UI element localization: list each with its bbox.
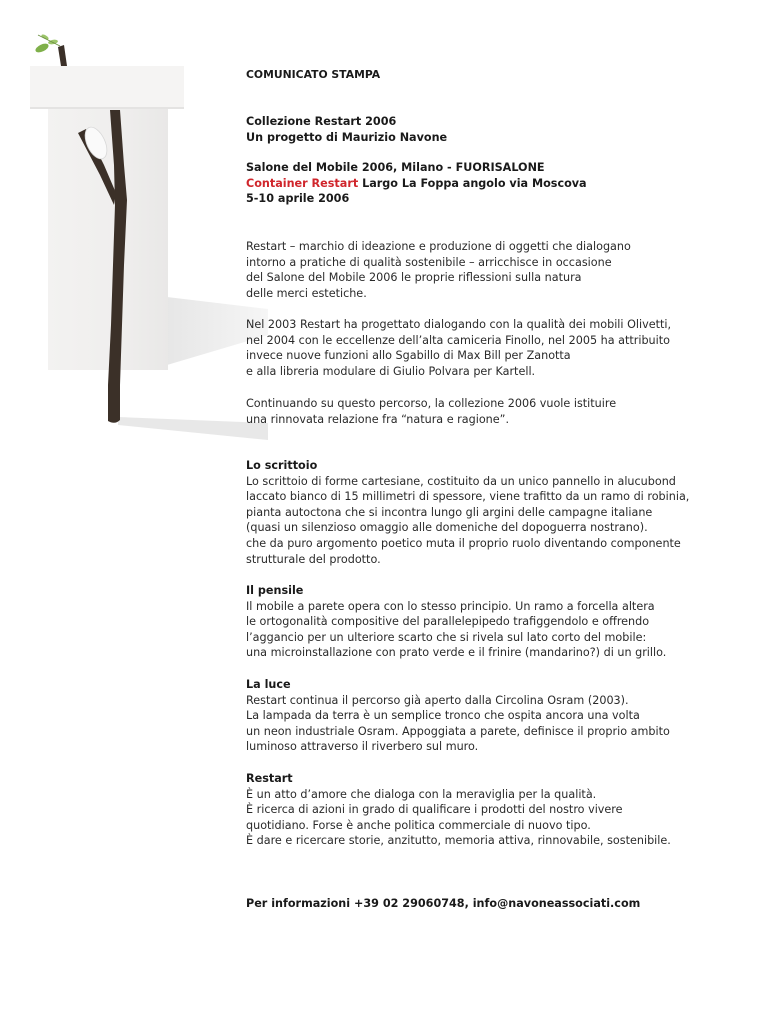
text-line: Nel 2003 Restart ha progettato dialogando con la qualità dei mobili Olivetti, <box>246 318 672 331</box>
text-line: Restart – marchio di ideazione e produzione di oggetti che dialogano <box>246 240 631 253</box>
section-luce <box>246 677 746 755</box>
text-line: È un atto d’amore che dialoga con la meraviglia per la qualità. <box>246 787 597 801</box>
contact-footer <box>246 896 746 912</box>
text-line: pianta autoctona che si incontra lungo gli argini delle campagne italiane <box>246 505 653 519</box>
text-line: e alla libreria modulare di Giulio Polvara per Kartell. <box>246 364 536 378</box>
text-line: una microinstallazione con prato verde e il frinire (mandarino?) di un grillo. <box>246 646 667 660</box>
text-line: luminoso attraverso il riverbero sul muro. <box>246 740 479 754</box>
event-name: Salone del Mobile 2006, Milano - FUORISALONE <box>246 161 545 175</box>
intro-paragraph-1 <box>246 239 746 301</box>
section-title: Lo scrittoio <box>246 459 318 472</box>
desk-top-panel <box>30 66 184 109</box>
text-line: La lampada da terra è un semplice tronco che ospita ancora una volta <box>246 709 640 723</box>
desk-leg-panel <box>48 108 168 370</box>
venue-highlight: Container Restart <box>246 176 359 190</box>
text-line: strutturale del prodotto. <box>246 552 381 566</box>
text-line: una rinnovata relazione fra “natura e ragione”. <box>246 412 509 426</box>
text-line: (quasi un silenzioso omaggio alle domeniche del dopoguerra nostrano). <box>246 521 648 535</box>
press-release-header <box>246 67 746 83</box>
text-line: intorno a pratiche di qualità sostenibile – arricchisce in occasione <box>246 255 612 269</box>
section-title: Restart <box>246 772 293 785</box>
venue-address: Largo La Foppa angolo via Moscova <box>358 176 587 190</box>
text-line: le ortogonalità compositive del parallelepipedo trafiggendolo e offrendo <box>246 615 650 629</box>
event-info <box>246 114 746 207</box>
contact-info: Per informazioni +39 02 29060748, info@navoneassociati.com <box>246 897 641 910</box>
text-line: delle merci estetiche. <box>246 286 367 300</box>
text-line: del Salone del Mobile 2006 le proprie riflessioni sulla natura <box>246 271 582 285</box>
text-line: laccato bianco di 15 millimetri di spessore, viene trafitto da un ramo di robinia, <box>246 490 690 504</box>
intro-paragraph-3 <box>246 396 746 427</box>
text-line: invece nuove funzioni allo Sgabillo di Max Bill per Zanotta <box>246 349 571 363</box>
event-dates: 5-10 aprile 2006 <box>246 192 350 206</box>
text-line: Lo scrittoio di forme cartesiane, costituito da un unico pannello in alucubond <box>246 474 676 488</box>
text-line: nel 2004 con le eccellenze dell’alta camiceria Finollo, nel 2005 ha attribuito <box>246 333 670 347</box>
collection-title: Collezione Restart 2006 <box>246 115 397 128</box>
text-line: un neon industriale Osram. Appoggiata a parete, definisce il proprio ambito <box>246 724 670 738</box>
text-line: È dare e ricercare storie, anzitutto, memoria attiva, rinnovabile, sostenibile. <box>246 834 671 848</box>
section-pensile <box>246 583 746 661</box>
section-title: Il pensile <box>246 584 304 597</box>
section-title: La luce <box>246 678 291 691</box>
text-line: l’aggancio per un ulteriore scarto che si rivela sul lato corto del mobile: <box>246 630 647 644</box>
text-line: quotidiano. Forse è anche politica commerciale di nuovo tipo. <box>246 818 591 832</box>
leaf-sprout <box>34 33 60 54</box>
project-author: Un progetto di Maurizio Navone <box>246 130 448 144</box>
press-release-label: COMUNICATO STAMPA <box>246 68 381 81</box>
text-line: Continuando su questo percorso, la collezione 2006 vuole istituire <box>246 397 617 410</box>
intro-paragraph-2 <box>246 317 746 379</box>
venue-line <box>246 176 746 192</box>
text-line: Restart continua il percorso già aperto dalla Circolina Osram (2003). <box>246 693 629 707</box>
section-scrittoio <box>246 458 746 567</box>
text-line: È ricerca di azioni in grado di qualificare i prodotti del nostro vivere <box>246 803 623 817</box>
text-line: che da puro argomento poetico muta il proprio ruolo diventando componente <box>246 536 681 550</box>
text-line: Il mobile a parete opera con lo stesso principio. Un ramo a forcella altera <box>246 599 655 613</box>
section-restart <box>246 771 746 849</box>
